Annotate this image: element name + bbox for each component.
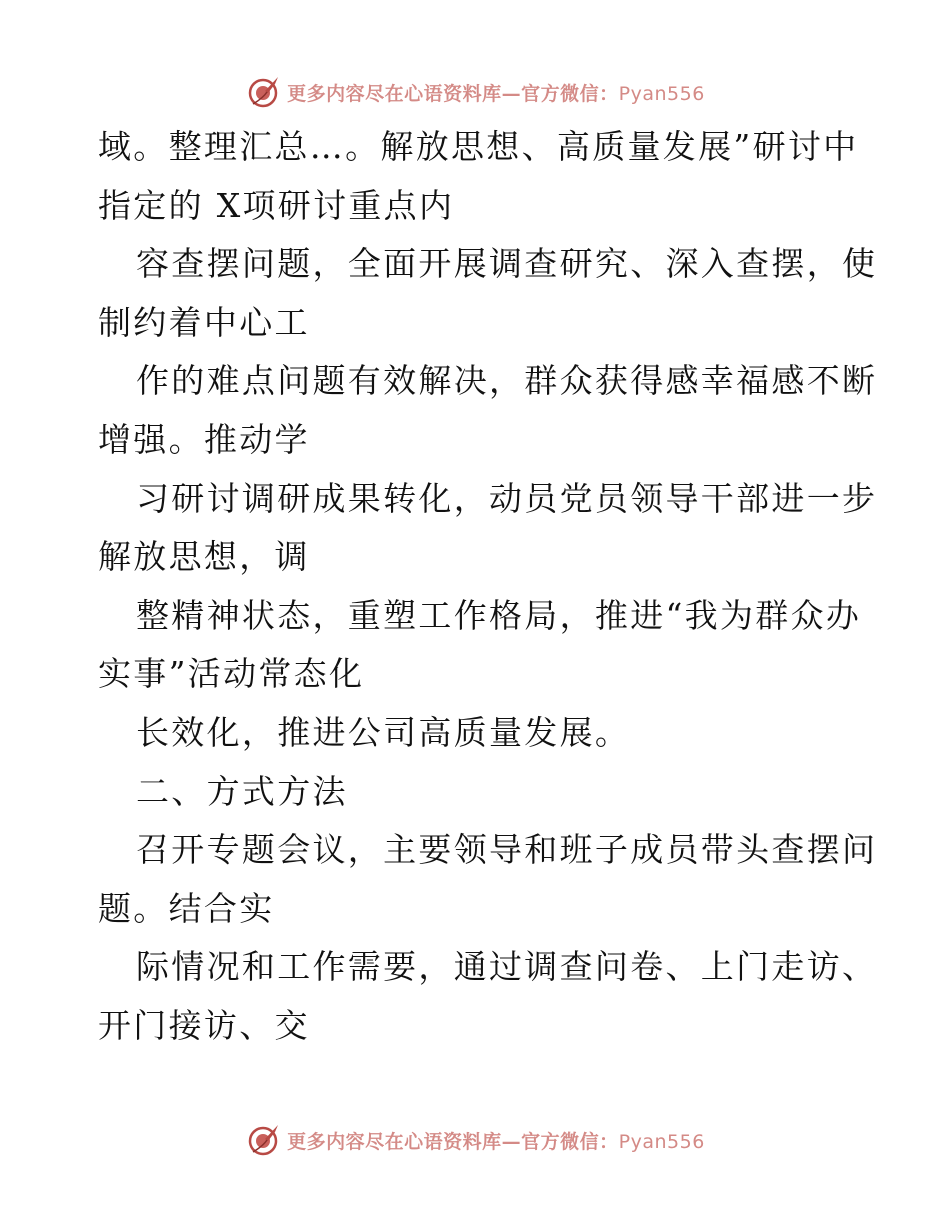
text-line: 二、方式方法 <box>136 771 348 811</box>
text-line: 长效化，推进公司高质量发展。 <box>136 712 631 752</box>
text-line: 制约着中心工 <box>98 302 310 342</box>
text-line: 指定的 X项研讨重点内 <box>98 185 455 225</box>
footer-watermark <box>0 1118 950 1162</box>
text-line: 召开专题会议，主要领导和班子成员带头查摆问 <box>136 830 878 870</box>
watermark-text: 更多内容尽在心语资料库—官方微信： <box>287 1130 619 1153</box>
text-line: 实事”活动常态化 <box>98 654 365 694</box>
text-line: 增强。推动学 <box>98 419 310 459</box>
text-line: 整精神状态，重塑工作格局，推进“我为群众办 <box>136 595 862 635</box>
watermark-id: Pyan556 <box>618 1130 705 1153</box>
text-line: 开门接访、交 <box>98 1005 310 1045</box>
quill-logo-icon <box>245 1122 281 1158</box>
quill-logo-icon <box>245 74 281 110</box>
document-body <box>98 118 878 1056</box>
text-line: 作的难点问题有效解决，群众获得感幸福感不断 <box>136 361 878 401</box>
text-line: 习研讨调研成果转化，动员党员领导干部进一步 <box>136 478 878 518</box>
text-line: 题。结合实 <box>98 888 275 928</box>
watermark-id: Pyan556 <box>618 82 705 105</box>
text-line: 域。整理汇总…。解放思想、高质量发展”研讨中 <box>98 127 859 166</box>
text-line: 际情况和工作需要，通过调查问卷、上门走访、 <box>136 947 878 987</box>
text-line: 解放思想，调 <box>98 537 310 577</box>
header-watermark <box>0 70 950 114</box>
watermark-text: 更多内容尽在心语资料库—官方微信： <box>287 82 619 105</box>
text-line: 容查摆问题，全面开展调查研究、深入查摆，使 <box>136 244 878 284</box>
